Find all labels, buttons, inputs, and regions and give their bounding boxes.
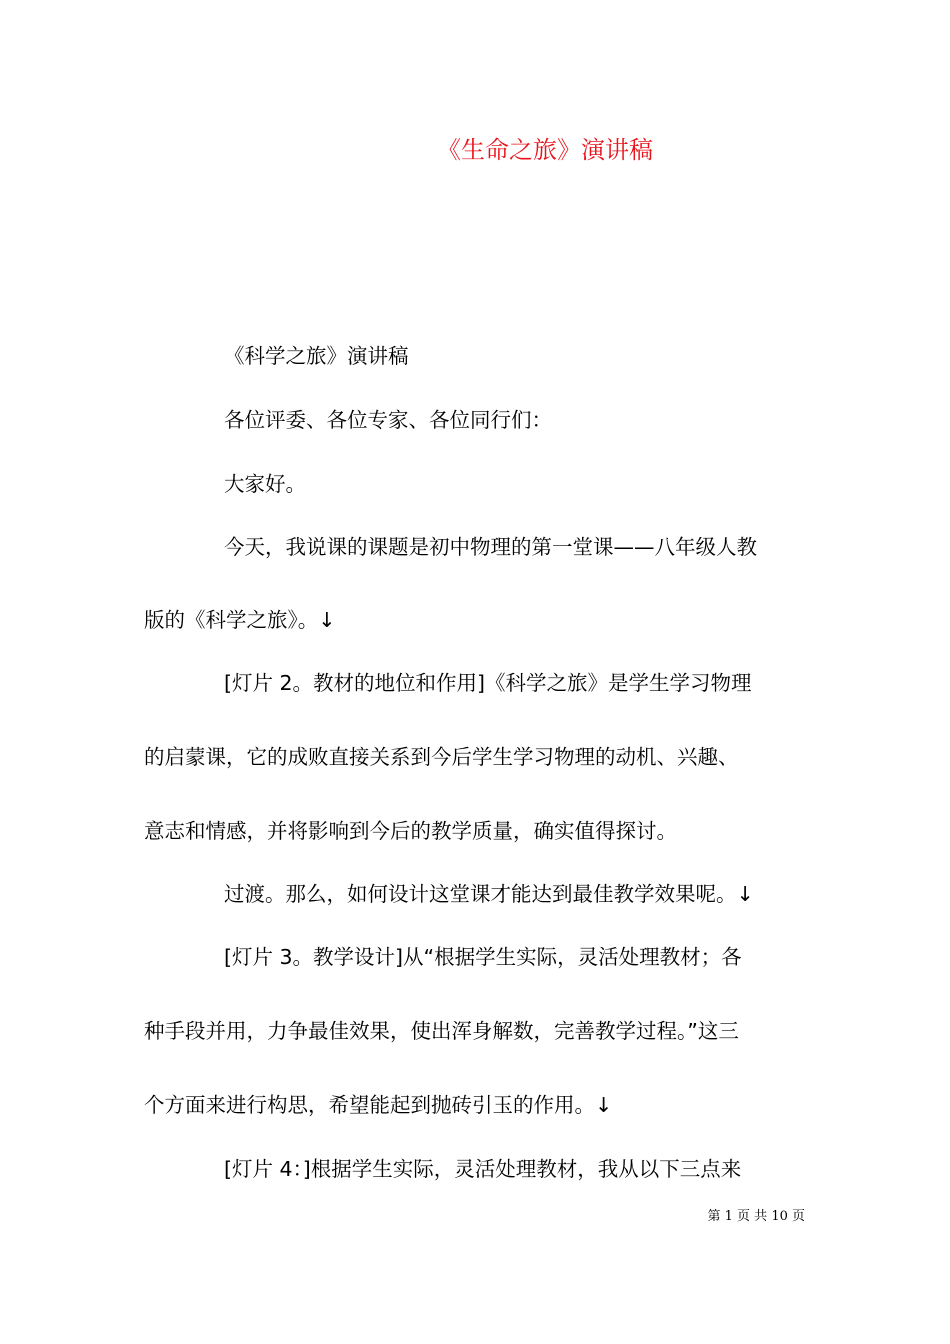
document-title: 《生命之旅》演讲稿 [437, 136, 653, 164]
paragraph-line: [灯片 4：]根据学生实际，灵活处理教材，我从以下三点来 [224, 1157, 742, 1181]
paragraph-line: 个方面来进行构思，希望能起到抛砖引玉的作用。↓ [144, 1093, 613, 1117]
speech-heading: 《科学之旅》演讲稿 [224, 344, 409, 368]
greeting-hello: 大家好。 [224, 472, 306, 496]
paragraph-line: [灯片 2。教材的地位和作用]《科学之旅》是学生学习物理 [224, 671, 752, 695]
page-number: 第 1 页 共 10 页 [707, 1209, 805, 1224]
paragraph-line: 种手段并用，力争最佳效果，使出浑身解数，完善教学过程。”这三 [144, 1019, 739, 1043]
paragraph-line: 过渡。那么，如何设计这堂课才能达到最佳教学效果呢。↓ [224, 882, 754, 906]
paragraph-line: 的启蒙课，它的成败直接关系到今后学生学习物理的动机、兴趣、 [144, 745, 739, 769]
paragraph-line: [灯片 3。教学设计]从“根据学生实际，灵活处理教材；各 [224, 945, 742, 969]
paragraph-line: 意志和情感，并将影响到今后的教学质量，确实值得探讨。 [144, 819, 677, 843]
paragraph-line: 今天，我说课的课题是初中物理的第一堂课——八年级人教 [224, 535, 757, 559]
greeting-audience: 各位评委、各位专家、各位同行们： [224, 408, 552, 432]
paragraph-line: 版的《科学之旅》。↓ [144, 608, 336, 632]
